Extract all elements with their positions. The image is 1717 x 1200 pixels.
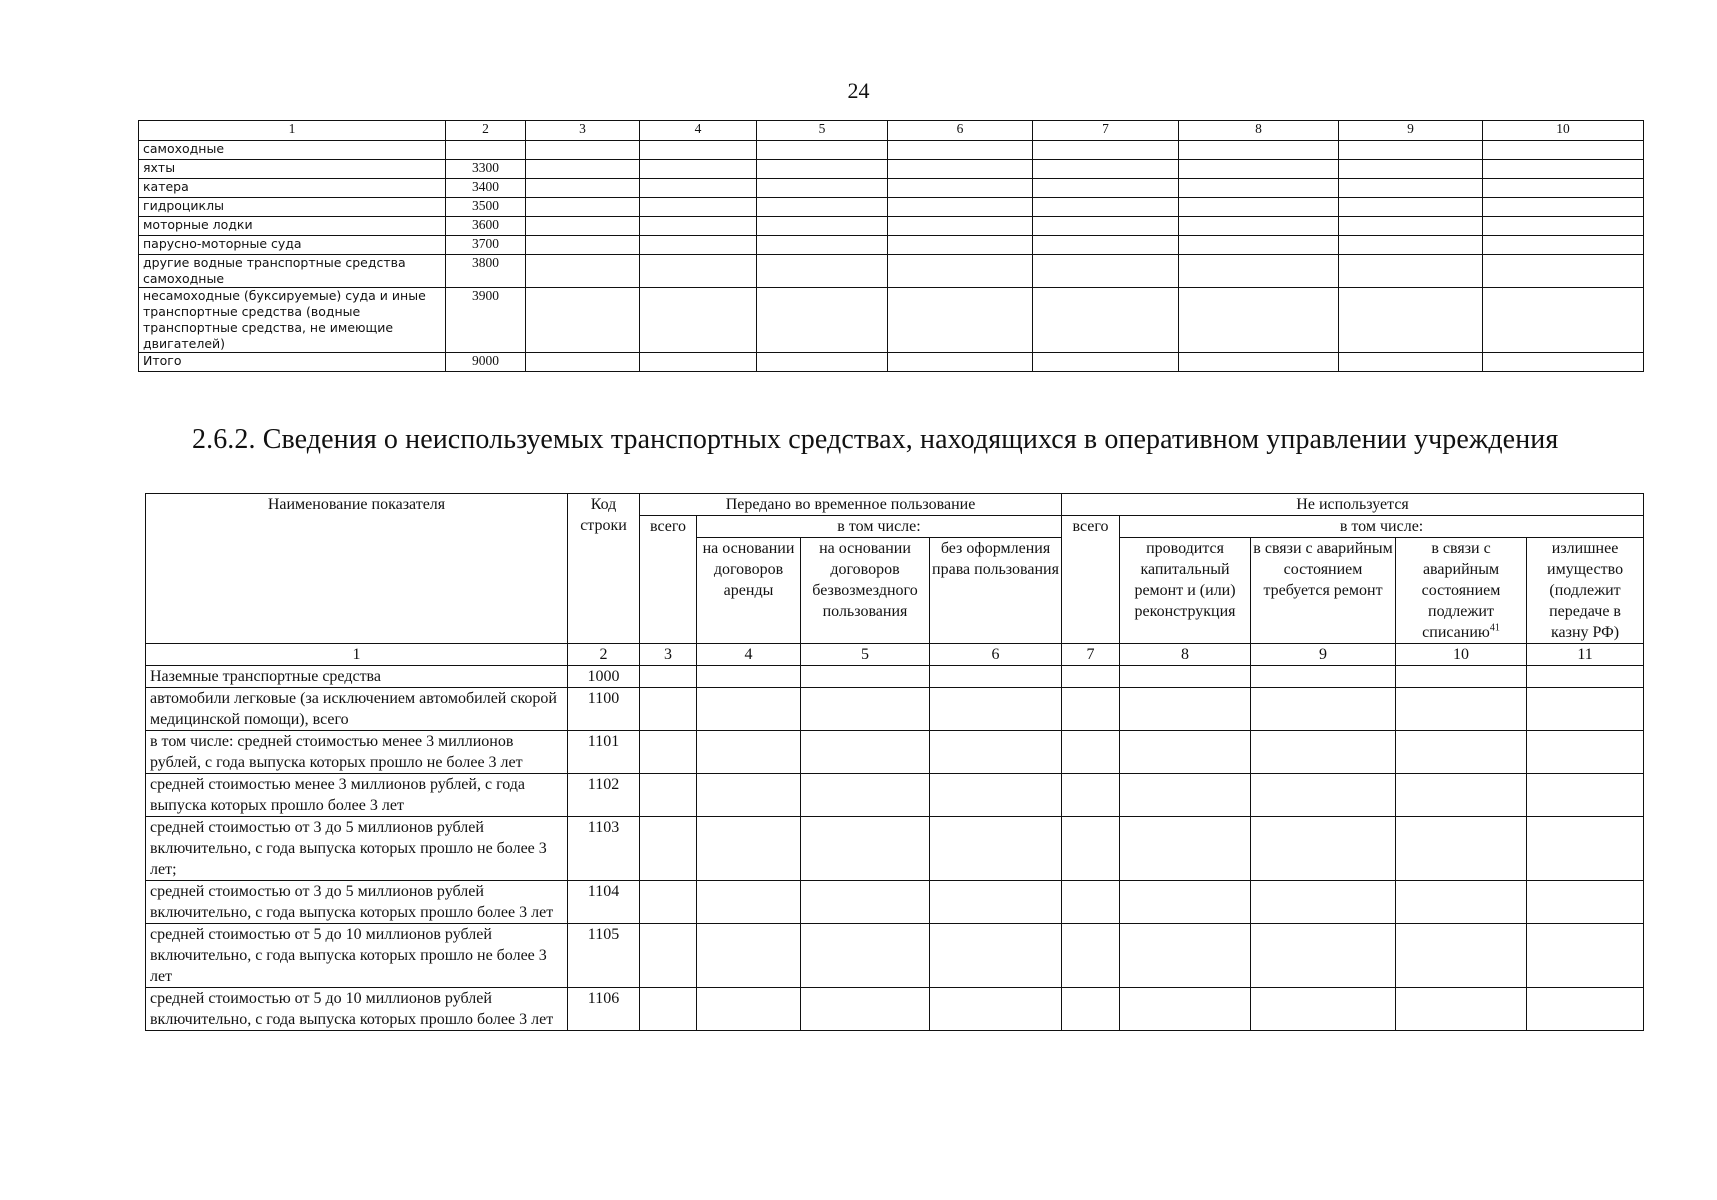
header-needs-repair: в связи с аварийным состоянием требуется ремонт xyxy=(1251,538,1396,644)
table1-header-cell: 6 xyxy=(888,121,1033,141)
table-row xyxy=(146,688,1644,731)
table-row xyxy=(146,774,1644,817)
row-name: средней стоимостью от 5 до 10 миллионов рублей включительно, с года выпуска которых прошло более 3 лет xyxy=(146,988,568,1031)
table1-header-cell: 8 xyxy=(1179,121,1339,141)
header-transferred-including: в том числе: xyxy=(697,516,1062,538)
row-name: Итого xyxy=(139,353,446,372)
header-free-use: на основании договоров безвозмездного пользования xyxy=(801,538,930,644)
table-row xyxy=(146,924,1644,988)
column-number: 2 xyxy=(568,644,640,666)
header-write-off xyxy=(1396,538,1527,644)
table-row xyxy=(139,141,1644,160)
table1-header-cell: 10 xyxy=(1483,121,1644,141)
unused-vehicles-table xyxy=(145,493,1644,1031)
row-code: 3600 xyxy=(446,217,526,236)
row-name: другие водные транспортные средства самоходные xyxy=(139,255,446,288)
column-number: 8 xyxy=(1120,644,1251,666)
table2-column-numbers xyxy=(146,644,1644,666)
table-row xyxy=(139,236,1644,255)
column-number: 4 xyxy=(697,644,801,666)
row-name: парусно-моторные суда xyxy=(139,236,446,255)
table1-header-cell: 4 xyxy=(640,121,757,141)
header-unused-including: в том числе: xyxy=(1120,516,1644,538)
column-number: 10 xyxy=(1396,644,1527,666)
row-name: самоходные xyxy=(139,141,446,160)
row-name: средней стоимостью от 3 до 5 миллионов рублей включительно, с года выпуска которых прошло более 3 лет xyxy=(146,881,568,924)
row-name: средней стоимостью менее 3 миллионов рублей, с года выпуска которых прошло более 3 лет xyxy=(146,774,568,817)
header-transferred: Передано во временное пользование xyxy=(640,494,1062,516)
table-row xyxy=(139,288,1644,353)
row-code: 3500 xyxy=(446,198,526,217)
row-code: 1104 xyxy=(568,881,640,924)
column-number: 7 xyxy=(1062,644,1120,666)
header-unused-total: всего xyxy=(1062,516,1120,644)
column-number: 5 xyxy=(801,644,930,666)
row-code: 1102 xyxy=(568,774,640,817)
row-code: 3800 xyxy=(446,255,526,288)
row-name: средней стоимостью от 5 до 10 миллионов рублей включительно, с года выпуска которых прошло не более 3 лет xyxy=(146,924,568,988)
table-row xyxy=(139,217,1644,236)
table-row xyxy=(139,198,1644,217)
column-number: 9 xyxy=(1251,644,1396,666)
table-row xyxy=(146,666,1644,688)
row-name: автомобили легковые (за исключением автомобилей скорой медицинской помощи), всего xyxy=(146,688,568,731)
water-vehicles-table xyxy=(138,120,1644,372)
row-code: 3300 xyxy=(446,160,526,179)
row-code: 1106 xyxy=(568,988,640,1031)
table2-header-row xyxy=(146,494,1644,516)
row-code xyxy=(446,141,526,160)
row-name: в том числе: средней стоимостью менее 3 миллионов рублей, с года выпуска которых прошло не более 3 лет xyxy=(146,731,568,774)
table-row xyxy=(146,881,1644,924)
table1-header-cell: 1 xyxy=(139,121,446,141)
row-name: моторные лодки xyxy=(139,217,446,236)
row-code: 1000 xyxy=(568,666,640,688)
row-name: яхты xyxy=(139,160,446,179)
header-name: Наименование показателя xyxy=(146,494,568,644)
header-unused: Не используется xyxy=(1062,494,1644,516)
footnote-marker: 41 xyxy=(1489,622,1500,634)
table-row xyxy=(146,988,1644,1031)
row-name: катера xyxy=(139,179,446,198)
table-row xyxy=(139,255,1644,288)
row-name: Наземные транспортные средства xyxy=(146,666,568,688)
row-code: 9000 xyxy=(446,353,526,372)
row-code: 3700 xyxy=(446,236,526,255)
table-row xyxy=(139,179,1644,198)
column-number: 1 xyxy=(146,644,568,666)
header-surplus: излишнее имущество (подлежит передаче в казну РФ) xyxy=(1527,538,1644,644)
table1-header-cell: 2 xyxy=(446,121,526,141)
table-row xyxy=(146,817,1644,881)
header-write-off-label: в связи с аварийным состоянием подлежит списанию xyxy=(1421,540,1501,641)
row-code: 1101 xyxy=(568,731,640,774)
header-overhaul: проводится капитальный ремонт и (или) реконструкция xyxy=(1120,538,1251,644)
row-name: гидроциклы xyxy=(139,198,446,217)
table-row xyxy=(146,731,1644,774)
table1-header-cell: 5 xyxy=(757,121,888,141)
row-code: 3900 xyxy=(446,288,526,353)
header-code: Код строки xyxy=(568,494,640,644)
section-title: 2.6.2. Сведения о неиспользуемых транспортных средствах, находящихся в оперативном управлении учреждения xyxy=(192,424,1559,455)
table1-header-cell: 7 xyxy=(1033,121,1179,141)
header-transferred-total: всего xyxy=(640,516,697,644)
row-name: несамоходные (буксируемые) суда и иные транспортные средства (водные транспортные средства, не имеющие двигателей) xyxy=(139,288,446,353)
row-code: 3400 xyxy=(446,179,526,198)
row-code: 1105 xyxy=(568,924,640,988)
header-lease: на основании договоров аренды xyxy=(697,538,801,644)
table-row xyxy=(139,353,1644,372)
row-code: 1103 xyxy=(568,817,640,881)
column-number: 6 xyxy=(930,644,1062,666)
table1-header-cell: 3 xyxy=(526,121,640,141)
row-code: 1100 xyxy=(568,688,640,731)
column-number: 3 xyxy=(640,644,697,666)
table1-header-cell: 9 xyxy=(1339,121,1483,141)
table-row xyxy=(139,160,1644,179)
row-name: средней стоимостью от 3 до 5 миллионов рублей включительно, с года выпуска которых прошло не более 3 лет; xyxy=(146,817,568,881)
table1-header-row xyxy=(139,121,1644,141)
column-number: 11 xyxy=(1527,644,1644,666)
page-number: 24 xyxy=(847,78,870,103)
header-no-right: без оформления права пользования xyxy=(930,538,1062,644)
